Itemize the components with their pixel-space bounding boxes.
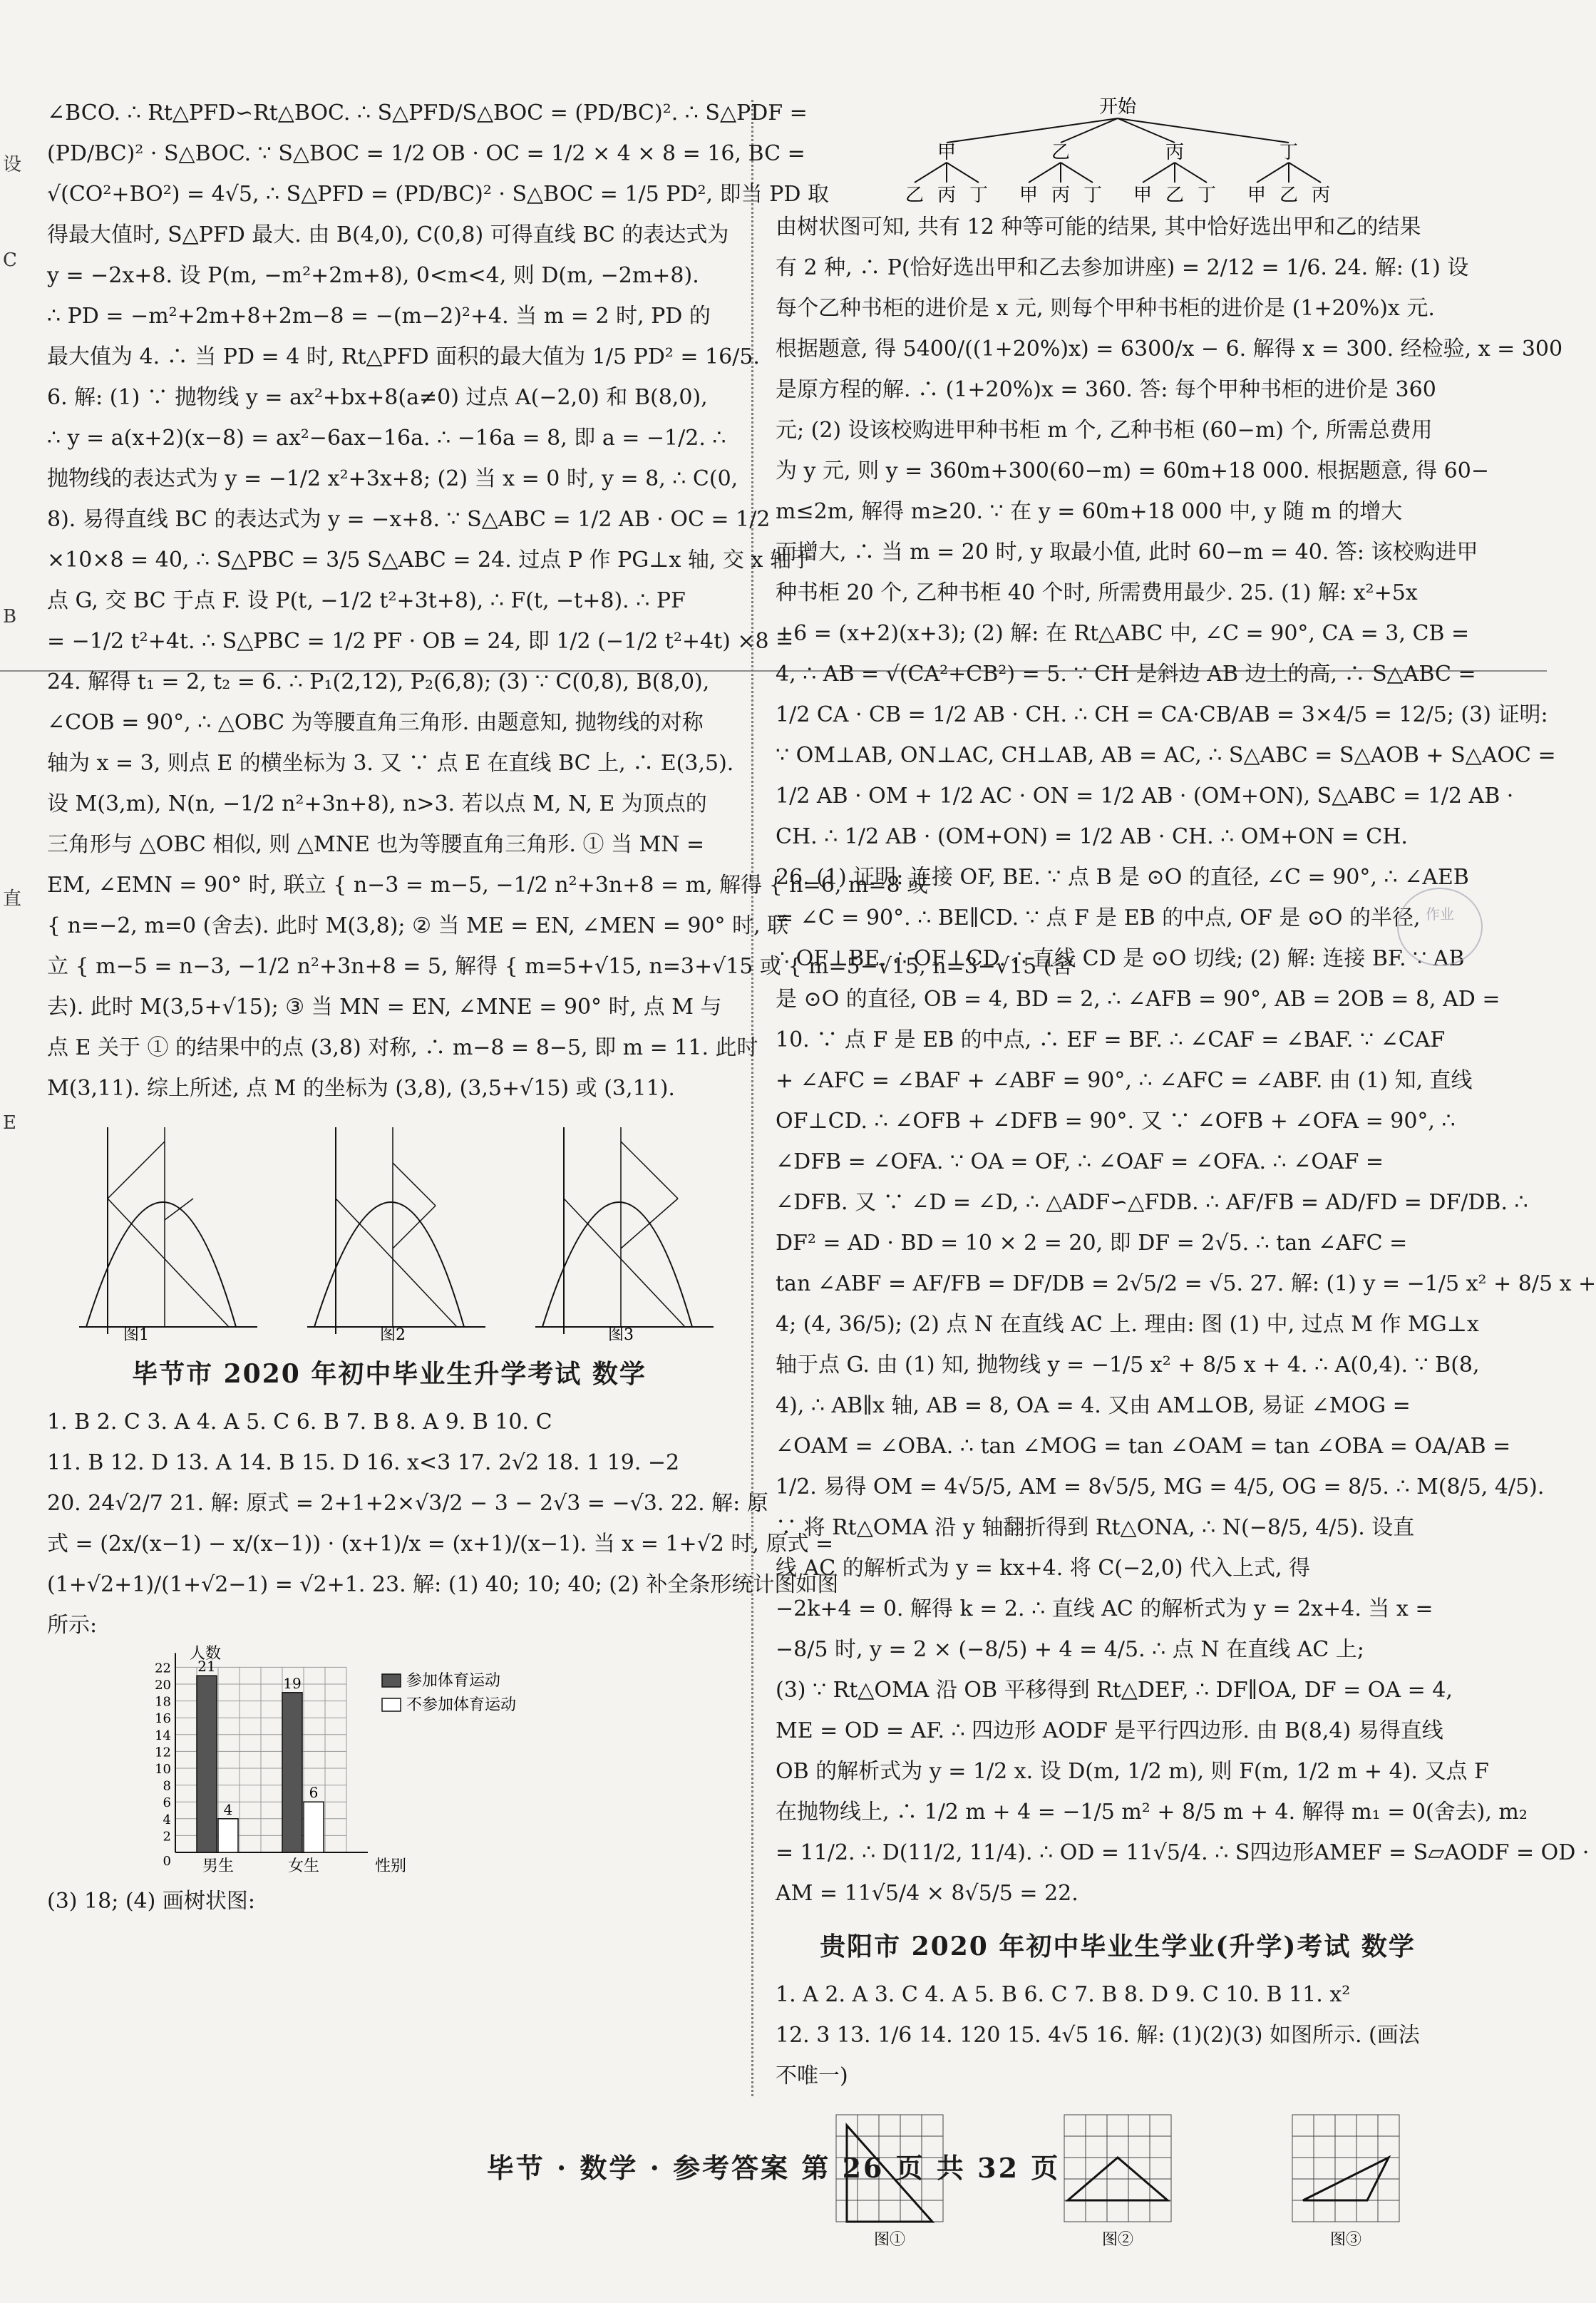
tree-node-level2: 丙: [937, 185, 957, 206]
text-line: AM = 11√5/4 × 8√5/5 = 22.: [776, 1881, 1078, 1906]
text-line: 8). 易得直线 BC 的表达式为 y = −x+8. ∵ S△ABC = 1/2 AB · OC = 1/2: [47, 507, 771, 532]
text-line: √(CO²+BO²) = 4√5, ∴ S△PFD = (PD/BC)² · S△BOC = 1/5 PD², 即当 PD 取: [47, 182, 829, 207]
text-line: 4; (4, 36/5); (2) 点 N 在直线 AC 上. 理由: 图 (1) 中, 过点 M 作 MG⊥x: [776, 1312, 1479, 1337]
text-line: ∴ y = a(x+2)(x−8) = ax²−6ax−16a. ∴ −16a = 8, 即 a = −1/2. ∴: [47, 426, 726, 451]
answer-line: 不唯一): [776, 2063, 848, 2088]
origin-label: 0: [163, 1854, 171, 1869]
legend-label: 不参加体育运动: [406, 1696, 517, 1714]
y-tick-label: 18: [155, 1694, 171, 1710]
text-line: ∴ OF⊥BE. ∴ OF⊥CD. ∴ 直线 CD 是 ⊙O 切线; (2) 解: 连接 BF. ∵ AB: [776, 946, 1465, 971]
text-line: 而增大, ∴ 当 m = 20 时, y 取最小值, 此时 60−m = 40. 答: 该校购进甲: [776, 540, 1478, 565]
text-line: 种书柜 20 个, 乙种书柜 40 个时, 所需费用最少. 25. (1) 解: x²+5x: [776, 580, 1418, 605]
figure-label: 图①: [873, 2231, 906, 2249]
legend-label: 参加体育运动: [406, 1672, 501, 1690]
bar-data-label: 21: [197, 1658, 216, 1676]
tree-branch: [1289, 163, 1321, 183]
y-tick-label: 14: [155, 1728, 171, 1743]
margin-mark: E: [3, 1112, 16, 1134]
text-line: ∠OAM = ∠OBA. ∴ tan ∠MOG = tan ∠OAM = tan ∠OBA = OA/AB =: [776, 1434, 1511, 1459]
text-line: 设 M(3,m), N(n, −1/2 n²+3n+8), n>3. 若以点 M, N, E 为顶点的: [47, 791, 707, 816]
watermark-stamp: 作业: [1397, 888, 1483, 966]
answer-line: (3) 18; (4) 画树状图:: [47, 1889, 255, 1914]
y-axis-label: 人数: [190, 1645, 222, 1663]
tree-node-level2: 丙: [1311, 185, 1331, 206]
tree-branch: [947, 118, 1118, 143]
answer-line: 1. B 2. C 3. A 4. A 5. C 6. B 7. B 8. A 9. B 10. C: [47, 1410, 552, 1435]
bar-chart: [133, 1646, 560, 1881]
answer-line: 12. 3 13. 1/6 14. 120 15. 4√5 16. 解: (1)(2)(3) 如图所示. (画法: [776, 2023, 1420, 2048]
y-tick-label: 10: [155, 1762, 171, 1777]
margin-mark: B: [3, 606, 17, 627]
page-footer: 毕节 · 数学 · 参考答案 第 26 页 共 32 页: [486, 2152, 1061, 2184]
parabola-figures: [47, 1120, 731, 1344]
text-line: y = −2x+8. 设 P(m, −m²+2m+8), 0<m<4, 则 D(m, −2m+8).: [47, 263, 699, 288]
figure-label: 图1: [123, 1326, 149, 1344]
x-axis-label: 性别: [375, 1857, 407, 1875]
tree-branch: [1118, 118, 1289, 143]
figure-label: 图2: [380, 1326, 406, 1344]
text-line: M(3,11). 综上所述, 点 M 的坐标为 (3,8), (3,5+√15) 或 (3,11).: [47, 1076, 675, 1101]
bar: [197, 1676, 217, 1852]
figure-label: 图③: [1329, 2231, 1362, 2249]
text-line: 点 G, 交 BC 于点 F. 设 P(t, −1/2 t²+3t+8), ∴ F(t, −t+8). ∴ PF: [47, 588, 686, 613]
text-line: ∵ OM⊥AB, ON⊥AC, CH⊥AB, AB = AC, ∴ S△ABC = S△AOB + S△AOC =: [776, 743, 1556, 768]
bar-data-label: 6: [309, 1784, 319, 1802]
text-line: 轴为 x = 3, 则点 E 的横坐标为 3. 又 ∵ 点 E 在直线 BC 上, ∴ E(3,5).: [47, 751, 734, 776]
tree-branch: [947, 163, 979, 183]
margin-mark: C: [3, 250, 17, 271]
category-label: 女生: [287, 1857, 320, 1875]
text-line: (1+√2+1)/(1+√2−1) = √2+1. 23. 解: (1) 40; 10; 40; (2) 补全条形统计图如图: [47, 1572, 839, 1597]
text-line: CH. ∴ 1/2 AB · (OM+ON) = 1/2 AB · CH. ∴ OM+ON = CH.: [776, 824, 1408, 849]
tree-node-level1: 乙: [1051, 142, 1071, 163]
text-line: ∴ PD = −m²+2m+8+2m−8 = −(m−2)²+4. 当 m = 2 时, PD 的: [47, 304, 711, 329]
tree-node-level2: 乙: [1165, 185, 1185, 206]
text-line: 立 { m−5 = n−3, −1/2 n²+3n+8 = 5, 解得 { m=5+√15, n=3+√15 或 { m=5−√15, n=3−√15 (舍: [47, 954, 1074, 979]
text-line: −8/5 时, y = 2 × (−8/5) + 4 = 4/5. ∴ 点 N 在直线 AC 上;: [776, 1637, 1364, 1662]
y-tick-label: 20: [155, 1678, 171, 1693]
text-line: 元; (2) 设该校购进甲种书柜 m 个, 乙种书柜 (60−m) 个, 所需总费用: [776, 418, 1433, 443]
text-line: m≤2m, 解得 m≥20. ∵ 在 y = 60m+18 000 中, y 随 m 的增大: [776, 499, 1403, 524]
tree-node-level2: 甲: [1019, 185, 1039, 206]
bar-data-label: 4: [223, 1800, 233, 1818]
y-tick-label: 12: [155, 1745, 171, 1760]
tree-branch: [1257, 163, 1289, 183]
bar: [218, 1819, 238, 1852]
column-divider: [751, 100, 753, 2096]
tree-node-level1: 丙: [1165, 142, 1185, 163]
text-line: = ∠C = 90°. ∴ BE∥CD. ∵ 点 F 是 EB 的中点, OF 是 ⊙O 的半径,: [776, 906, 1421, 930]
tree-branch: [1061, 163, 1093, 183]
text-line: 点 E 关于 ① 的结果中的点 (3,8) 对称, ∴ m−8 = 8−5, 即 m = 11. 此时: [47, 1035, 758, 1060]
text-line: OB 的解析式为 y = 1/2 x. 设 D(m, 1/2 m), 则 F(m, 1/2 m + 4). 又点 F: [776, 1759, 1489, 1784]
text-line: 抛物线的表达式为 y = −1/2 x²+3x+8; (2) 当 x = 0 时, y = 8, ∴ C(0,: [47, 466, 738, 491]
text-line: + ∠AFC = ∠BAF + ∠ABF = 90°, ∴ ∠AFC = ∠ABF. 由 (1) 知, 直线: [776, 1068, 1473, 1093]
text-line: (3) ∵ Rt△OMA 沿 OB 平移得到 Rt△DEF, ∴ DF∥OA, DF = OA = 4,: [776, 1678, 1453, 1703]
text-line: 1/2 AB · OM + 1/2 AC · ON = 1/2 AB · (OM+ON), S△ABC = 1/2 AB ·: [776, 784, 1514, 809]
right-text-block: [776, 207, 1596, 1914]
text-line: = −1/2 t²+4t. ∴ S△PBC = 1/2 PF · OB = 24, 即 1/2 (−1/2 t²+4t) ×8 =: [47, 629, 794, 654]
tree-diagram: [890, 93, 1346, 207]
y-tick-label: 8: [163, 1778, 171, 1794]
figure-3: [514, 1120, 721, 1344]
tree-node-level2: 甲: [1247, 185, 1267, 206]
legend-swatch: [382, 1698, 401, 1711]
text-line: 10. ∵ 点 F 是 EB 的中点, ∴ EF = BF. ∴ ∠CAF = ∠BAF. ∵ ∠CAF: [776, 1027, 1446, 1052]
text-line: 是原方程的解. ∴ (1+20%)x = 360. 答: 每个甲种书柜的进价是 360: [776, 377, 1436, 402]
right-column: [776, 93, 1596, 2262]
tree-node-level2: 丁: [1083, 185, 1103, 206]
text-line: = 11/2. ∴ D(11/2, 11/4). ∴ OD = 11√5/4. ∴ S四边形AMEF = S▱AODF = OD ·: [776, 1840, 1590, 1865]
text-line: 三角形与 △OBC 相似, 则 △MNE 也为等腰直角三角形. ① 当 MN =: [47, 832, 705, 857]
text-line: 所示:: [47, 1613, 98, 1638]
bar-data-label: 19: [283, 1674, 302, 1692]
tree-root: 开始: [1098, 96, 1137, 118]
text-line: 由树状图可知, 共有 12 种等可能的结果, 其中恰好选出甲和乙的结果: [776, 215, 1421, 240]
tree-node-level2: 丁: [969, 185, 989, 206]
text-line: 在抛物线上, ∴ 1/2 m + 4 = −1/5 m² + 8/5 m + 4. 解得 m₁ = 0(舍去), m₂: [776, 1800, 1528, 1825]
category-label: 男生: [202, 1857, 235, 1875]
bar: [304, 1802, 324, 1852]
figure-1: [58, 1120, 264, 1344]
figure-label: 图3: [608, 1326, 634, 1344]
tree-node-level2: 丁: [1197, 185, 1217, 206]
answer-line: 1. A 2. A 3. C 4. A 5. B 6. C 7. B 8. D 9. C 10. B 11. x²: [776, 1982, 1351, 2007]
text-line: 4), ∴ AB∥x 轴, AB = 8, OA = 4. 又由 AM⊥OB, 易证 ∠MOG =: [776, 1393, 1411, 1418]
text-line: ME = OD = AF. ∴ 四边形 AODF 是平行四边形. 由 B(8,4) 易得直线: [776, 1718, 1443, 1743]
left-text-block: [47, 93, 1074, 1109]
text-line: −2k+4 = 0. 解得 k = 2. ∴ 直线 AC 的解析式为 y = 2x+4. 当 x =: [776, 1596, 1433, 1621]
text-line: 有 2 种, ∴ P(恰好选出甲和乙去参加讲座) = 2/12 = 1/6. 24. 解: (1) 设: [776, 255, 1469, 280]
text-line: 1/2 CA · CB = 1/2 AB · CH. ∴ CH = CA·CB/AB = 3×4/5 = 12/5; (3) 证明:: [776, 702, 1548, 727]
text-line: 为 y 元, 则 y = 360m+300(60−m) = 60m+18 000. 根据题意, 得 60−: [776, 458, 1489, 483]
section-title-guiyang: 贵阳市 2020 年初中毕业生学业(升学)考试 数学: [820, 1932, 1416, 1961]
tree-node-level2: 丙: [1051, 185, 1071, 206]
text-line: ×10×8 = 40, ∴ S△PBC = 3/5 S△ABC = 24. 过点 P 作 PG⊥x 轴, 交 x 轴于: [47, 548, 813, 573]
tree-node-level1: 甲: [937, 142, 957, 163]
text-line: 每个乙种书柜的进价是 x 元, 则每个甲种书柜的进价是 (1+20%)x 元.: [776, 296, 1435, 321]
y-tick-label: 16: [155, 1711, 171, 1727]
text-line: 1/2. 易得 OM = 4√5/5, AM = 8√5/5, MG = 4/5, OG = 8/5. ∴ M(8/5, 4/5).: [776, 1474, 1545, 1499]
text-line: 得最大值时, S△PFD 最大. 由 B(4,0), C(0,8) 可得直线 BC 的表达式为: [47, 222, 729, 247]
text-line: ∠DFB = ∠OFA. ∵ OA = OF, ∴ ∠OAF = ∠OFA. ∴ ∠OAF =: [776, 1149, 1384, 1174]
left-margin-strip: [0, 107, 21, 2103]
text-line: 根据题意, 得 5400/((1+20%)x) = 6300/x − 6. 解得 x = 300. 经检验, x = 300: [776, 337, 1563, 361]
y-tick-label: 22: [155, 1661, 171, 1676]
y-tick-label: 4: [163, 1812, 171, 1827]
answer-line: 11. B 12. D 13. A 14. B 15. D 16. x<3 17. 2√2 18. 1 19. −2: [47, 1450, 680, 1475]
text-line: 式 = (2x/(x−1) − x/(x−1)) · (x+1)/x = (x+1)/(x−1). 当 x = 1+√2 时, 原式 =: [47, 1532, 834, 1556]
section-title-bijie: 毕节市 2020 年初中毕业生升学考试 数学: [132, 1359, 647, 1389]
legend-swatch: [382, 1674, 401, 1687]
tree-branch: [1143, 163, 1175, 183]
text-line: 去). 此时 M(3,5+√15); ③ 当 MN = EN, ∠MNE = 90° 时, 点 M 与: [47, 995, 722, 1020]
text-line: OF⊥CD. ∴ ∠OFB + ∠DFB = 90°. 又 ∵ ∠OFB + ∠OFA = 90°, ∴: [776, 1109, 1456, 1134]
text-line: 轴于点 G. 由 (1) 知, 抛物线 y = −1/5 x² + 8/5 x + 4. ∴ A(0,4). ∵ B(8,: [776, 1353, 1480, 1378]
figure-label: 图②: [1101, 2231, 1134, 2249]
text-line: ∠DFB. 又 ∵ ∠D = ∠D, ∴ △ADF∽△FDB. ∴ AF/FB = AD/FD = DF/DB. ∴: [776, 1190, 1528, 1215]
text-line: 24. 解得 t₁ = 2, t₂ = 6. ∴ P₁(2,12), P₂(6,8); (3) ∵ C(0,8), B(8,0),: [47, 670, 710, 694]
text-line: ∠BCO. ∴ Rt△PFD∽Rt△BOC. ∴ S△PFD/S△BOC = (PD/BC)². ∴ S△PDF =: [47, 101, 808, 125]
text-line: 20. 24√2/7 21. 解: 原式 = 2+1+2×√3/2 − 3 − 2√3 = −√3. 22. 解: 原: [47, 1491, 768, 1516]
margin-mark: 设: [3, 154, 22, 175]
text-line: { n=−2, m=0 (舍去). 此时 M(3,8); ② 当 ME = EN, ∠MEN = 90° 时, 联: [47, 913, 789, 938]
text-line: ∠COB = 90°, ∴ △OBC 为等腰直角三角形. 由题意知, 抛物线的对称: [47, 710, 704, 735]
text-line: 是 ⊙O 的直径, OB = 4, BD = 2, ∴ ∠AFB = 90°, AB = 2OB = 8, AD =: [776, 987, 1500, 1012]
left-text-block-2: [47, 1483, 839, 1646]
text-line: 4, ∴ AB = √(CA²+CB²) = 5. ∵ CH 是斜边 AB 边上的高, ∴ S△ABC =: [776, 662, 1476, 687]
tree-branch: [1175, 163, 1207, 183]
tree-node-level2: 甲: [1133, 185, 1153, 206]
text-line: 6. 解: (1) ∵ 抛物线 y = ax²+bx+8(a≠0) 过点 A(−2,0) 和 B(8,0),: [47, 385, 708, 410]
tree-branch: [1029, 163, 1061, 183]
bar: [282, 1693, 302, 1852]
text-line: ∵ 将 Rt△OMA 沿 y 轴翻折得到 Rt△ONA, ∴ N(−8/5, 4/5). 设直: [776, 1515, 1415, 1540]
tree-node-level2: 乙: [1279, 185, 1299, 206]
margin-mark: 直: [3, 888, 22, 910]
figure-2: [286, 1120, 493, 1344]
text-line: DF² = AD · BD = 10 × 2 = 20, 即 DF = 2√5. ∴ tan ∠AFC =: [776, 1231, 1408, 1256]
text-line: 线 AC 的解析式为 y = kx+4. 将 C(−2,0) 代入上式, 得: [776, 1556, 1311, 1581]
tree-branch: [915, 163, 947, 183]
text-line: 26. (1) 证明: 连接 OF, BE. ∵ 点 B 是 ⊙O 的直径, ∠C = 90°, ∴ ∠AEB: [776, 865, 1469, 890]
text-line: +6 = (x+2)(x+3); (2) 解: 在 Rt△ABC 中, ∠C = 90°, CA = 3, CB =: [776, 621, 1470, 646]
text-line: EM, ∠EMN = 90° 时, 联立 { n−3 = m−5, −1/2 n²+3n+8 = m, 解得 { n=6, m=8 或: [47, 873, 929, 898]
text-line: (PD/BC)² · S△BOC. ∵ S△BOC = 1/2 OB · OC = 1/2 × 4 × 8 = 16, BC =: [47, 141, 805, 166]
text-line: tan ∠ABF = AF/FB = DF/DB = 2√5/2 = √5. 27. 解: (1) y = −1/5 x² + 8/5 x +: [776, 1271, 1596, 1296]
y-tick-label: 2: [163, 1829, 171, 1845]
tree-node-level1: 丁: [1279, 142, 1299, 163]
y-tick-label: 6: [163, 1795, 171, 1811]
text-line: 最大值为 4. ∴ 当 PD = 4 时, Rt△PFD 面积的最大值为 1/5 PD² = 16/5.: [47, 344, 760, 369]
tree-node-level2: 乙: [905, 185, 925, 206]
